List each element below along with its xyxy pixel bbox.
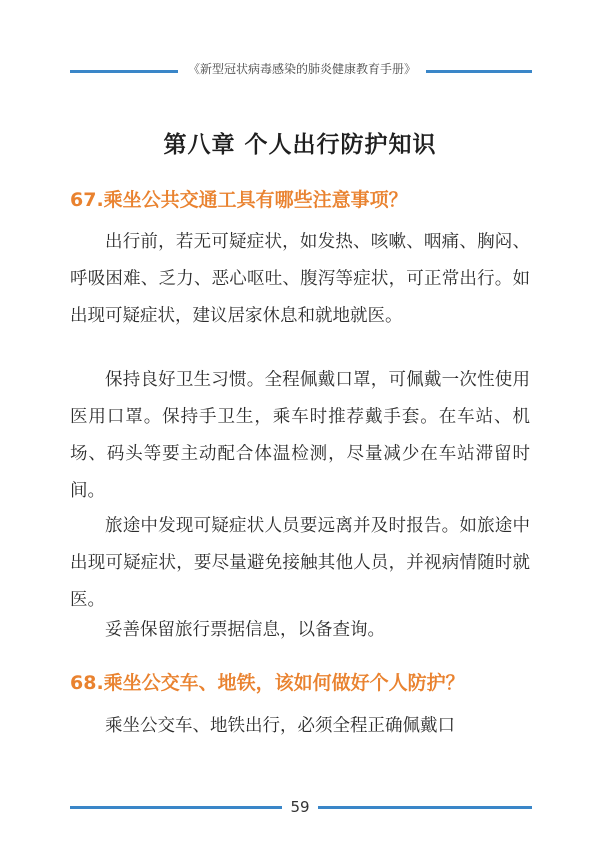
paragraph: 旅途中发现可疑症状人员要远离并及时报告。如旅途中出现可疑症状，要尽量避免接触其他人员，并视病情随时就医。	[70, 516, 530, 610]
page-footer	[0, 796, 600, 818]
paragraph: 出行前，若无可疑症状，如发热、咳嗽、咽痛、胸闷、呼吸困难、乏力、恶心呕吐、腹泻等症状，可正常出行。如出现可疑症状，建议居家休息和就地就医。	[70, 232, 530, 326]
footer-rule-left	[70, 806, 282, 809]
header-rule-right	[426, 70, 532, 73]
paragraph: 妥善保留旅行票据信息，以备查询。	[105, 620, 385, 640]
paragraph: 乘坐公交车、地铁出行，必须全程正确佩戴口	[105, 716, 455, 736]
question-68-heading: 68.乘坐公交车、地铁，该如何做好个人防护？	[70, 672, 465, 694]
footer-rule-right	[318, 806, 532, 809]
page-number: 59	[290, 798, 310, 816]
header-rule-left	[70, 70, 178, 73]
paragraph: 保持良好卫生习惯。全程佩戴口罩，可佩戴一次性使用医用口罩。保持手卫生，乘车时推荐戴手套。在车站、机场、码头等要主动配合体温检测，尽量减少在车站滞留时间。	[70, 370, 530, 501]
question-67-heading: 67.乘坐公共交通工具有哪些注意事项？	[70, 189, 408, 211]
book-title: 《新型冠状病毒感染的肺炎健康教育手册》	[187, 62, 416, 76]
chapter-title: 第八章 个人出行防护知识	[163, 132, 437, 158]
running-header	[0, 58, 600, 84]
